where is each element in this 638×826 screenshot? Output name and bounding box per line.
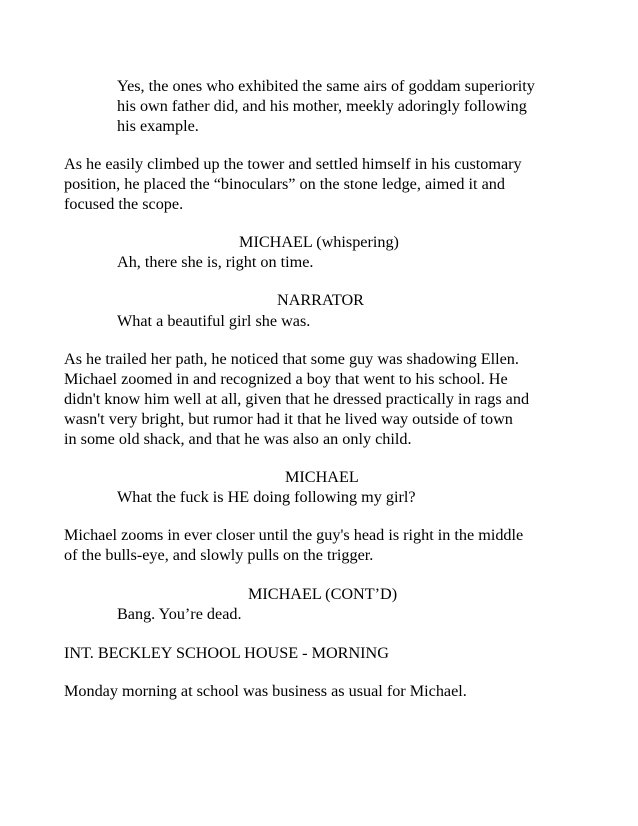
dialogue-line: Yes, the ones who exhibited the same airs of goddam superiority [117,77,535,95]
action-line: focused the scope. [64,195,184,213]
action-line: in some old shack, and that he was also an only child. [64,430,412,448]
dialogue-line: What a beautiful girl she was. [117,312,311,330]
scene-heading: INT. BECKLEY SCHOOL HOUSE - MORNING [64,644,389,662]
action-line: of the bulls-eye, and slowly pulls on the trigger. [64,546,374,564]
dialogue-line: Bang. You’re dead. [117,605,242,623]
action-line: Michael zooms in ever closer until the guy's head is right in the middle [64,526,524,544]
dialogue-line: Ah, there she is, right on time. [117,253,314,271]
action-line: Michael zoomed in and recognized a boy that went to his school. He [64,370,508,388]
character-cue: MICHAEL [285,468,359,486]
character-cue: MICHAEL (CONT’D) [248,585,398,603]
dialogue-line: his example. [117,117,199,135]
action-line: position, he placed the “binoculars” on the stone ledge, aimed it and [64,175,505,193]
dialogue-line: his own father did, and his mother, meekly adoringly following [117,97,527,115]
action-line: As he trailed her path, he noticed that some guy was shadowing Ellen. [64,350,519,368]
character-cue: NARRATOR [277,291,364,309]
action-line: didn't know him well at all, given that he dressed practically in rags and [64,390,530,408]
dialogue-line: What the fuck is HE doing following my girl? [117,488,416,506]
action-line: Monday morning at school was business as usual for Michael. [64,682,467,700]
action-line: wasn't very bright, but rumor had it that he lived way outside of town [64,410,513,428]
character-cue: MICHAEL (whispering) [239,233,399,251]
action-line: As he easily climbed up the tower and settled himself in his customary [64,155,522,173]
